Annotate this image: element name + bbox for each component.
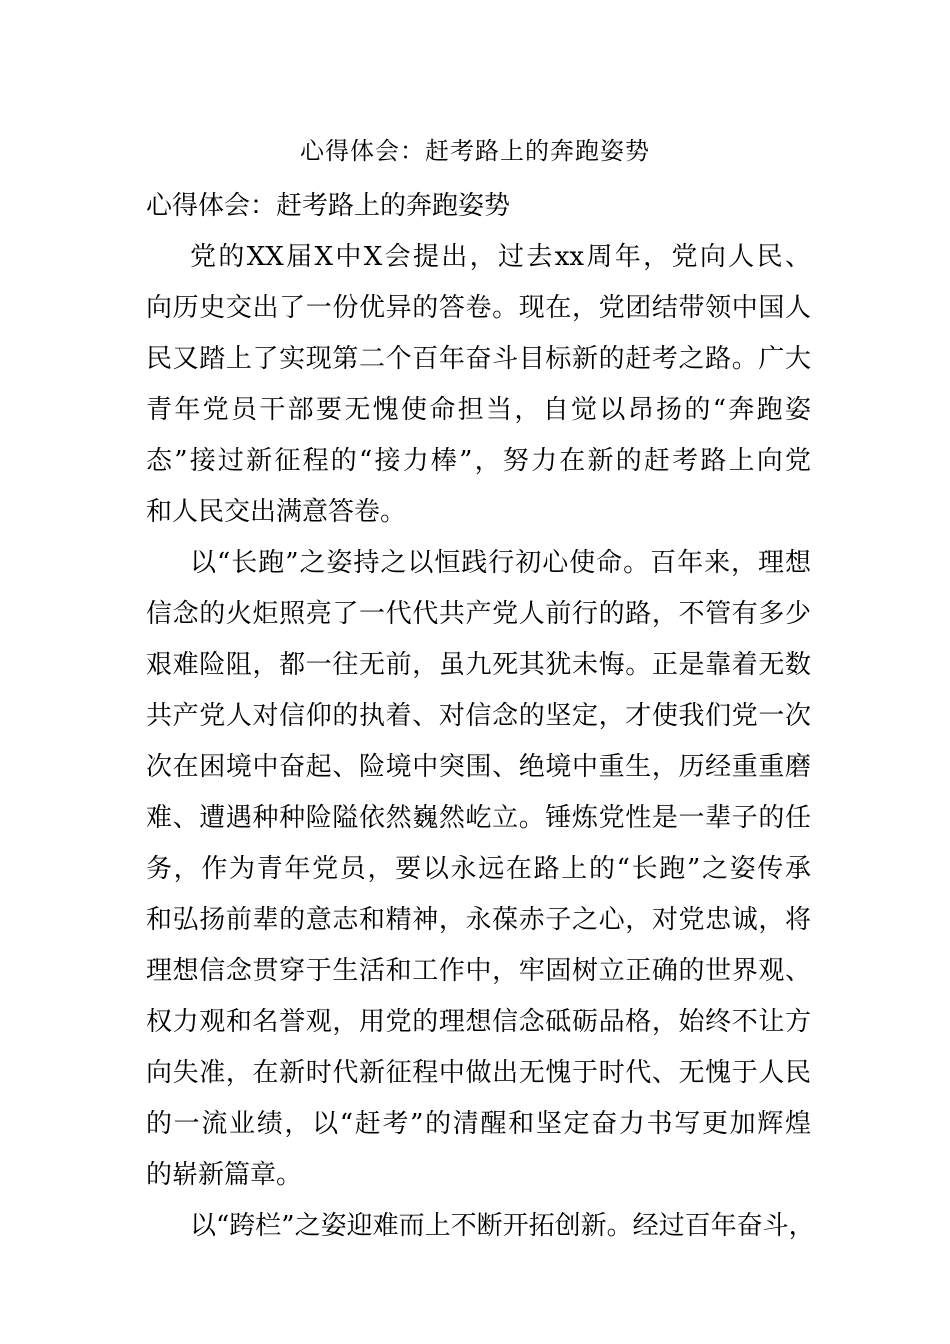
document-body <box>146 181 815 1252</box>
page-title: 心得体会：赶考路上的奔跑姿势 <box>300 137 650 165</box>
paragraph-line: 以“长跑”之姿持之以恒践行初心使命。百年来，理想 <box>190 548 811 578</box>
paragraph-line: 青年党员干部要无愧使命担当，自觉以昂扬的“奔跑姿 <box>146 395 811 425</box>
paragraph-line: 次在困境中奋起、险境中突围、绝境中重生，历经重重磨 <box>146 752 811 782</box>
paragraph-line: 向失准，在新时代新征程中做出无愧于时代、无愧于人民 <box>146 1058 811 1088</box>
paragraph-line: 务，作为青年党员，要以永远在路上的“长跑”之姿传承 <box>146 854 811 884</box>
body-heading: 心得体会：赶考路上的奔跑姿势 <box>146 191 511 221</box>
paragraph-line: 和弘扬前辈的意志和精神，永葆赤子之心，对党忠诚，将 <box>146 905 811 935</box>
paragraph-line: 态”接过新征程的“接力棒”，努力在新的赶考路上向党 <box>146 446 811 476</box>
paragraph-line: 的一流业绩，以“赶考”的清醒和坚定奋力书写更加辉煌 <box>146 1109 811 1139</box>
paragraph-line: 共产党人对信仰的执着、对信念的坚定，才使我们党一次 <box>146 701 811 731</box>
paragraph-line: 信念的火炬照亮了一代代共产党人前行的路，不管有多少 <box>146 599 811 629</box>
paragraph-line: 权力观和名誉观，用党的理想信念砥砺品格，始终不让方 <box>146 1007 811 1037</box>
paragraph-line: 艰难险阻，都一往无前，虽九死其犹未悔。正是靠着无数 <box>146 650 811 680</box>
paragraph-line: 理想信念贯穿于生活和工作中，牢固树立正确的世界观、 <box>146 956 811 986</box>
paragraph-line: 以“跨栏”之姿迎难而上不断开拓创新。经过百年奋斗， <box>190 1211 815 1241</box>
paragraph-line: 向历史交出了一份优异的答卷。现在，党团结带领中国人 <box>146 293 811 323</box>
paragraph-line: 和人民交出满意答卷。 <box>146 497 407 527</box>
paragraph-line: 民又踏上了实现第二个百年奋斗目标新的赶考之路。广大 <box>146 344 811 374</box>
paragraph-line: 难、遭遇种种险隘依然巍然屹立。锤炼党性是一辈子的任 <box>146 803 811 833</box>
paragraph-line: 的崭新篇章。 <box>146 1160 303 1190</box>
paragraph-line: 党的XX届X中X会提出，过去xx周年，党向人民、 <box>190 242 811 272</box>
